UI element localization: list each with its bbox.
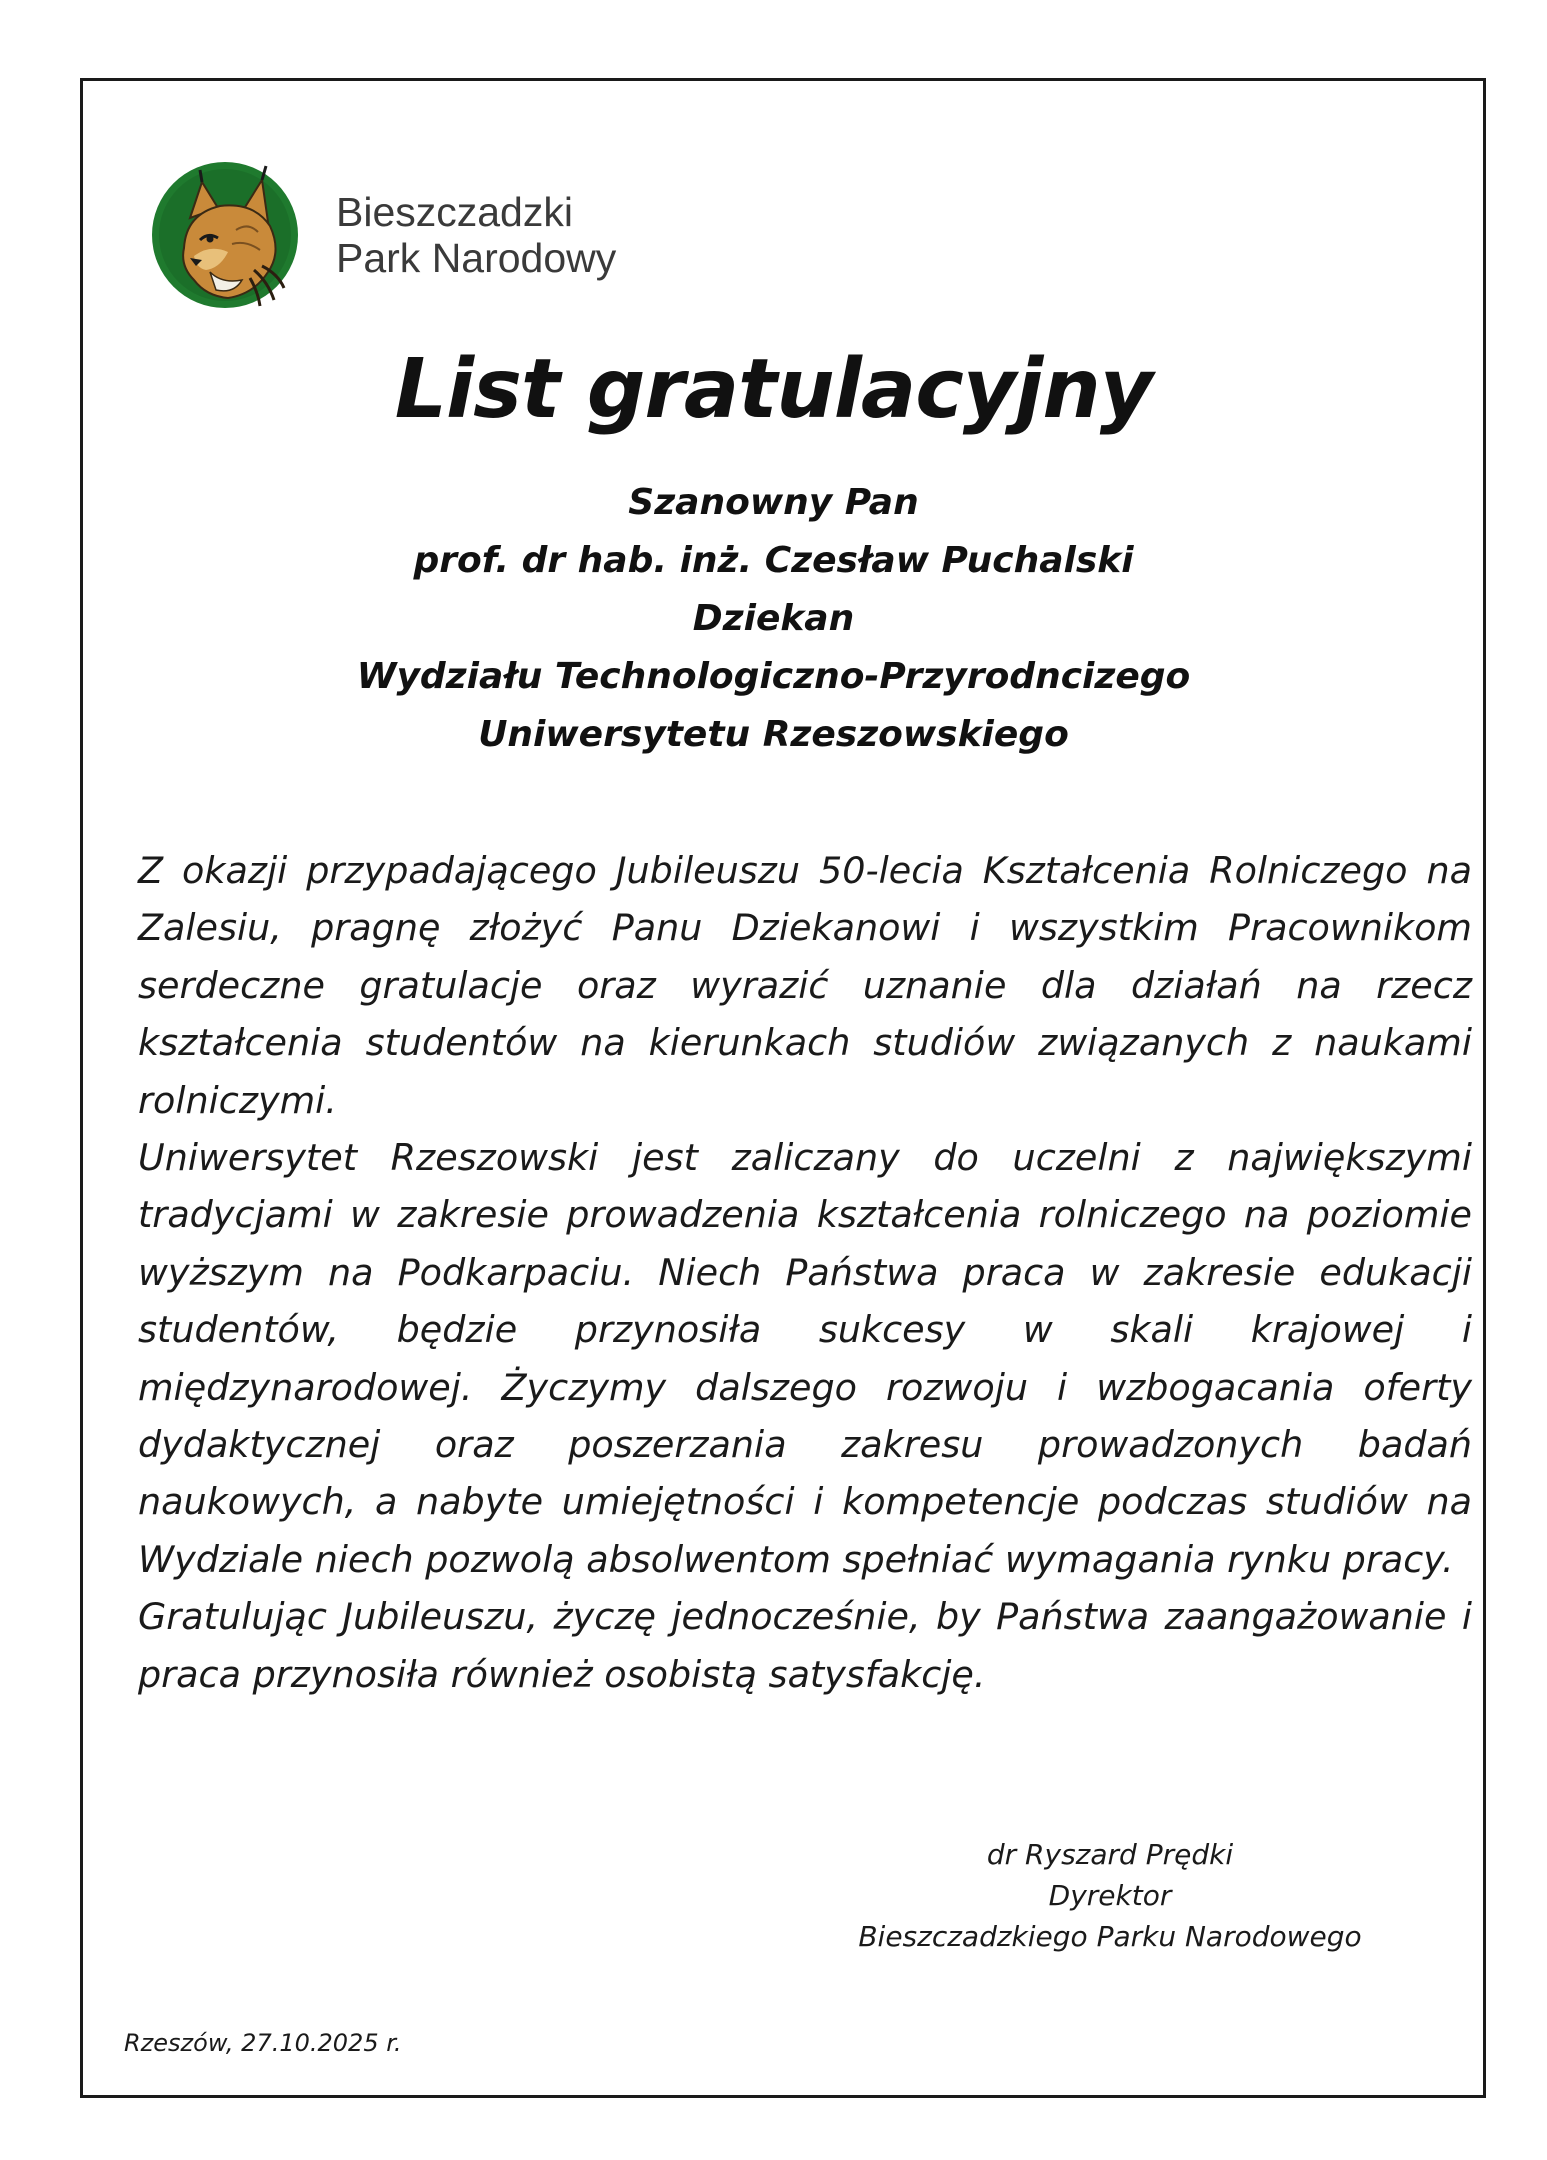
body-paragraph-2: Uniwersytet Rzeszowski jest zaliczany do uczelni z największymi tradycjami w zakresie prowadzenia kształcenia rolniczego na poziomie wyższym na Podkarpaciu. Niech Państwa praca w zakresie edukacji studentów, będzie przynosiła sukcesy w skali krajowej i międzynarodowej. Życzymy dalszego rozwoju i wzbogacania oferty dydaktycznej oraz poszerzania zakresu prowadzonych badań naukowych, a nabyte umiejętności i kompetencje podczas studiów na Wydziale niech pozwolą absolwentom spełniać wymagania rynku pracy. [138,1136,1472,1581]
organization-logo [150,160,616,310]
signatory-role: Dyrektor [1048,1879,1172,1912]
organization-name [336,189,616,281]
signature-block [810,1834,1410,1957]
body-paragraph-3: Gratulując Jubileuszu, życzę jednocześnie, by Państwa zaangażowanie i praca przynosiła również osobistą satysfakcję. [138,1595,1472,1696]
signatory-name: dr Ryszard Prędki [986,1838,1234,1871]
lynx-emblem-icon [150,160,300,310]
body-paragraph-1: Z okazji przypadającego Jubileuszu 50-lecia Kształcenia Rolniczego na Zalesiu, pragnę złożyć Panu Dziekanowi i wszystkim Pracownikom serdeczne gratulacje oraz wyrazić uznanie dla działań na rzecz kształcenia studentów na kierunkach studiów związanych z naukami rolniczymi. [138,849,1472,1122]
document-title: List gratulacyjny [394,342,1153,437]
letter-body [138,842,1472,1703]
signatory-institution: Bieszczadzkiego Parku Narodowego [858,1920,1362,1953]
recipient-salutation: Szanowny Pan [628,482,919,523]
recipient-university: Uniwersytetu Rzeszowskiego [478,714,1069,755]
recipient-position: Dziekan [692,598,855,639]
organization-name-line2: Park Narodowy [336,235,617,281]
recipient-faculty: Wydziału Technologiczno-Przyrodncizego [356,656,1191,697]
place-and-date: Rzeszów, 27.10.2025 r. [124,2029,402,2057]
recipient-block [0,474,1547,764]
organization-name-line1: Bieszczadzki [336,189,573,235]
recipient-name: prof. dr hab. inż. Czesław Puchalski [413,540,1134,581]
